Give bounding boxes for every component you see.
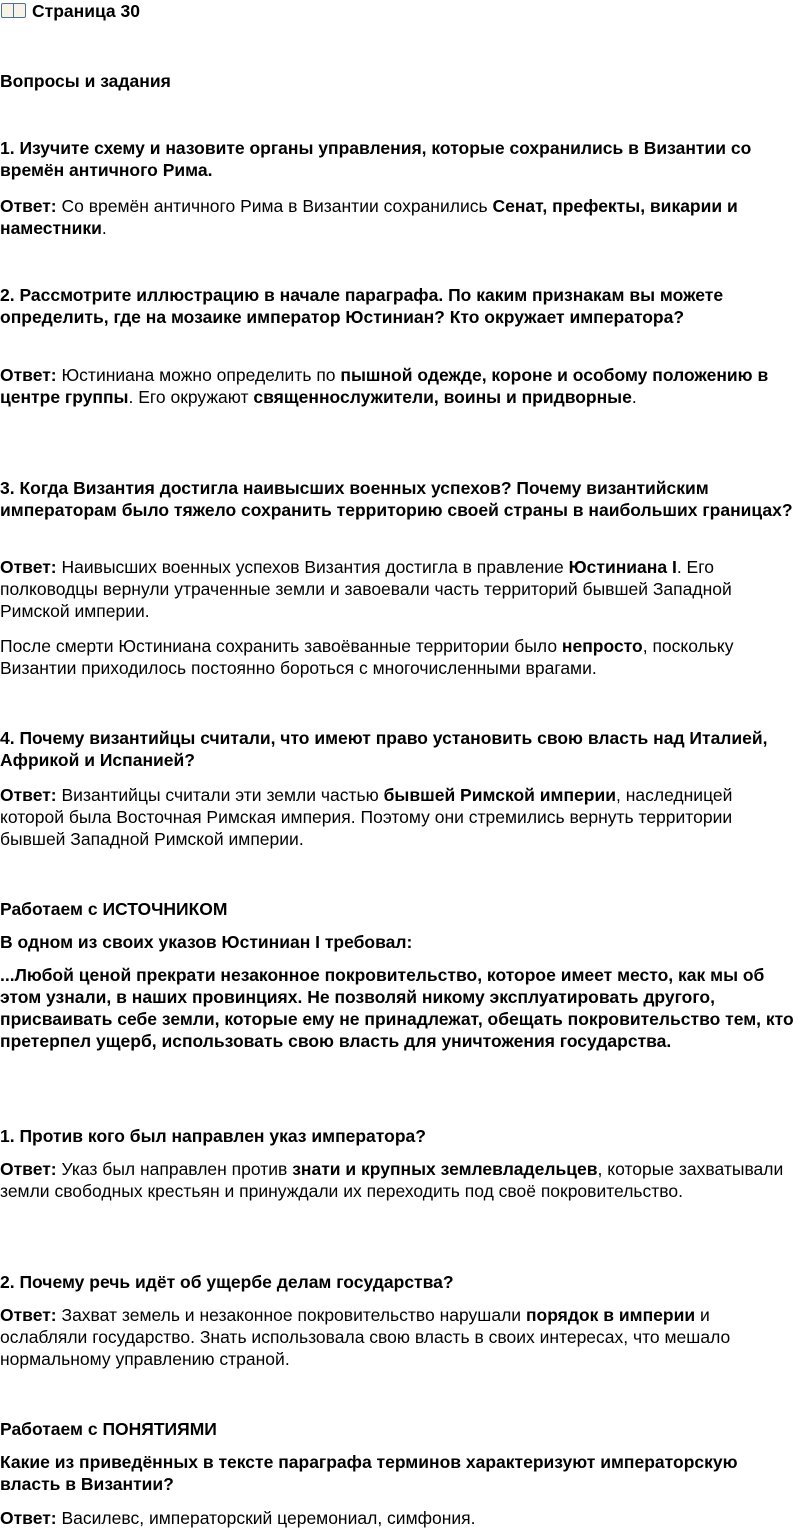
answer-text: .: [101, 218, 107, 238]
answer-highlight: порядок в империи: [525, 1305, 696, 1325]
answer-label: Ответ:: [0, 785, 57, 805]
answer-text: Со времён античного Рима в Византии сохранились: [61, 196, 493, 216]
question-2: 2. Рассмотрите иллюстрацию в начале параграфа. По каким признакам вы можете определить, где на мозаике император Юстиниан? Кто окружает императора?: [0, 285, 724, 327]
question-3: 3. Когда Византия достигла наивысших военных успехов? Почему византийским императорам было тяжело сохранить территорию своей страны в наибольших границах?: [0, 478, 793, 520]
source-answer-2: [0, 1304, 800, 1370]
section-heading-questions: Вопросы и задания: [0, 71, 171, 91]
answer-highlight: непросто: [561, 636, 643, 656]
answer-text: , наследницей которой была Восточная Римская империя. Поэтому они стремились вернуть территории бывшей Западной Римской империи.: [0, 785, 733, 849]
concepts-answer: [0, 1507, 800, 1529]
answer-4: [0, 784, 800, 850]
answer-label: Ответ:: [0, 365, 57, 385]
section-heading-concepts: Работаем с ПОНЯТИЯМИ: [0, 1419, 217, 1439]
answer-highlight: Юстиниана I: [568, 557, 677, 577]
open-book-icon: [0, 1, 26, 19]
answer-text: .: [631, 387, 637, 407]
source-answer-1: [0, 1158, 800, 1202]
answer-text: , поскольку Византии приходилось постоянно бороться с многочисленными врагами.: [0, 636, 734, 678]
answer-text: Византийцы считали эти земли частью: [61, 785, 384, 805]
answer-3-paragraph-2: [0, 635, 800, 679]
answer-1: [0, 195, 800, 239]
answer-highlight: Сенат, префекты, викарии и наместники: [0, 196, 738, 238]
answer-text: и ослабляли государство. Знать использовала свою власть в своих интересах, что мешало нормальному управлению страной.: [0, 1305, 731, 1369]
answer-highlight: священнослужители, воины и придворные: [253, 387, 632, 407]
source-intro: В одном из своих указов Юстиниан I требовал:: [0, 932, 413, 952]
answer-label: Ответ:: [0, 1305, 57, 1325]
source-question-1: 1. Против кого был направлен указ императора?: [0, 1126, 426, 1146]
answer-label: Ответ:: [0, 557, 57, 577]
answer-highlight: пышной одежде, короне и особому положению в центре группы: [0, 365, 769, 407]
answer-label: Ответ:: [0, 1508, 57, 1528]
answer-text: Юстиниана можно определить по: [61, 365, 341, 385]
answer-label: Ответ:: [0, 196, 57, 216]
answer-text: . Его полководцы вернули утраченные земли и завоевали часть территорий бывшей Западной Римской империи.: [0, 557, 732, 621]
page-title: Страница 30: [32, 1, 140, 21]
question-1: 1. Изучите схему и назовите органы управления, которые сохранились в Византии со времён античного Рима.: [0, 138, 752, 180]
answer-2: [0, 364, 800, 408]
answer-text: . Его окружают: [128, 387, 254, 407]
answer-highlight: бывшей Римской империи: [383, 785, 616, 805]
source-question-2: 2. Почему речь идёт об ущербе делам государства?: [0, 1272, 454, 1292]
question-4: 4. Почему византийцы считали, что имеют право установить свою власть над Италией, Африкой и Испанией?: [0, 728, 768, 770]
answer-text: , которые захватывали земли свободных крестьян и принуждали их переходить под своё покровительство.: [0, 1159, 784, 1201]
answer-label: Ответ:: [0, 1159, 57, 1179]
source-quote: ...Любой ценой прекрати незаконное покровительство, которое имеет место, как мы об этом узнали, в наших провинциях. Не позволяй никому эксплуатировать другого, присваивать себе земли, которые ему не принадлежат, обещать покровительство тем, кто претерпел ущерб, использовать свою власть для уничтожения государства.: [0, 965, 794, 1051]
answer-text: Захват земель и незаконное покровительство нарушали: [61, 1305, 526, 1325]
answer-text: Указ был направлен против: [61, 1159, 293, 1179]
answer-text: Наивысших военных успехов Византия достигла в правление: [61, 557, 569, 577]
answer-text: Василевс, императорский церемониал, симфония.: [61, 1508, 476, 1528]
answer-3: [0, 556, 800, 622]
section-heading-source: Работаем с ИСТОЧНИКОМ: [0, 899, 228, 919]
answer-text: После смерти Юстиниана сохранить завоёванные территории было: [0, 636, 562, 656]
concepts-question: Какие из приведённых в тексте параграфа терминов характеризуют императорскую власть в Византии?: [0, 1452, 738, 1494]
page-header: [0, 0, 800, 22]
answer-highlight: знати и крупных землевладельцев: [292, 1159, 598, 1179]
